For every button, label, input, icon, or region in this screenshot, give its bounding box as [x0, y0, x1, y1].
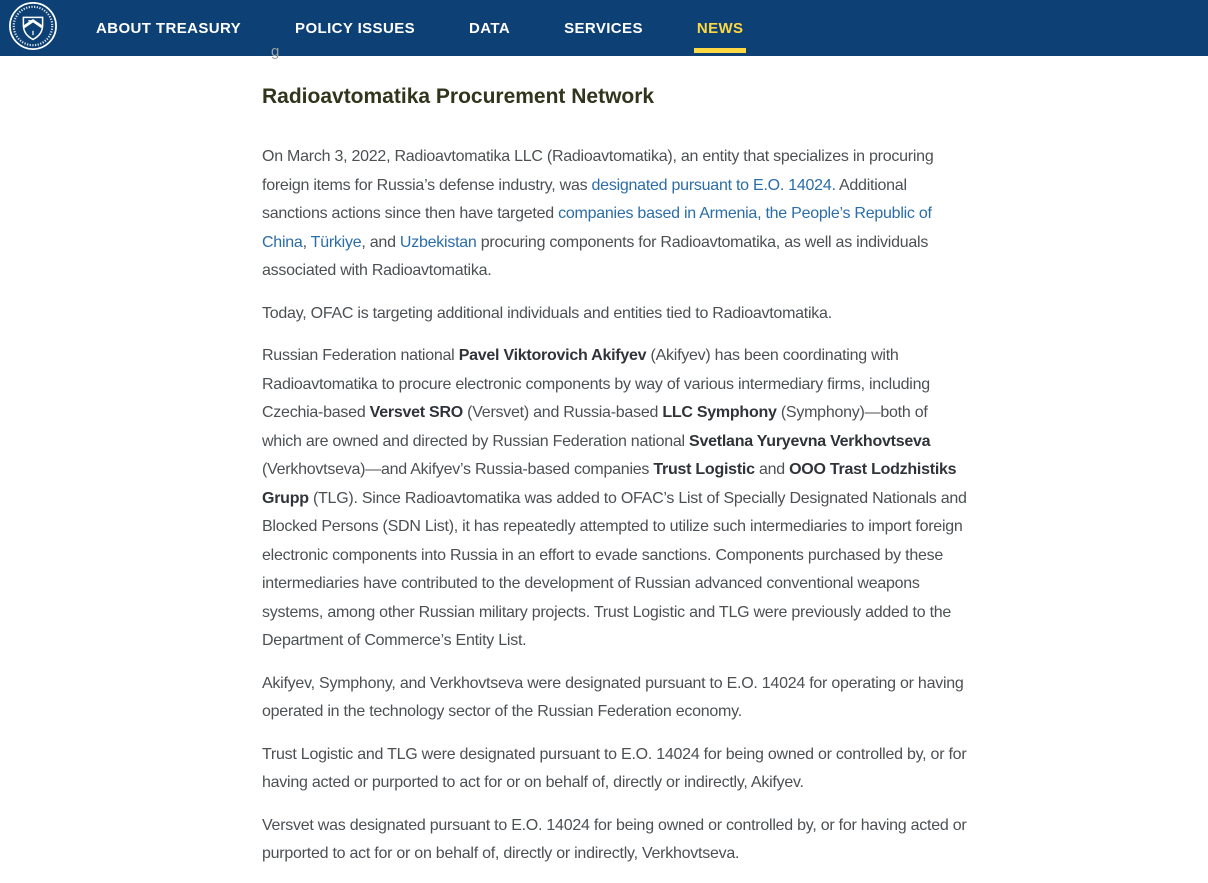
bold-text: OOO Trast Lodzhistiks Grupp	[262, 461, 957, 507]
text-run: ,	[302, 233, 311, 251]
inline-link[interactable]: companies based in Armenia, the People’s Republic of China	[262, 205, 932, 251]
text-run: procuring components for Radioavtomatika, as well as individuals associated with Radioavtomatika.	[262, 233, 929, 279]
text-run: and	[754, 461, 790, 478]
text-run: Versvet was designated pursuant to E.O. 14024 for being owned or controlled by, or for having acted or purported to act for or on behalf of, directly or indirectly, Verkhovtseva.	[262, 816, 967, 862]
nav-item-policy-issues[interactable]: POLICY ISSUES	[295, 19, 416, 37]
nav-item-news[interactable]: NEWS	[697, 0, 744, 56]
bold-text: Versvet SRO	[369, 404, 463, 421]
bold-text: Pavel Viktorovich Akifyev	[458, 347, 647, 364]
text-run: Additional sanctions actions since then have targeted	[262, 176, 907, 222]
text-run: Trust Logistic and TLG were designated pursuant to E.O. 14024 for being owned or controlled by, or for having acted or purported to act for or on behalf of, directly or indirectly, Akifyev.	[262, 745, 967, 791]
page-title: Radioavtomatika Procurement Network	[262, 85, 655, 108]
paragraph-versvet-designation	[262, 812, 967, 869]
top-nav-bar	[0, 0, 1208, 56]
inline-link[interactable]: Uzbekistan	[399, 233, 477, 251]
nav-item-about-treasury[interactable]: ABOUT TREASURY	[96, 19, 242, 37]
bold-text: Trust Logistic	[653, 461, 755, 478]
inline-link[interactable]: designated pursuant to E.O. 14024.	[591, 176, 836, 194]
text-run: (TLG). Since Radioavtomatika was added to OFAC’s List of Specially Designated Nationals and Blocked Persons (SDN List), it has repeatedly attempted to utilize such intermediaries to import foreign electronic components into Russia in an effort to evade sanctions. Components purchased by these intermediaries have contributed to the development of Russian advanced conventional weapons systems, among other Russian military projects. Trust Logistic and TLG were previously added to the Department of Commerce’s Entity List.	[262, 489, 967, 649]
treasury-seal-icon[interactable]	[8, 1, 58, 51]
paragraph-today-action	[262, 300, 967, 329]
press-release-article	[262, 56, 967, 883]
primary-nav	[96, 0, 743, 56]
text-run: (Symphony)—both of which are owned and directed by Russian Federation national	[262, 404, 928, 450]
text-run: Akifyev, Symphony, and Verkhovtseva were designated pursuant to E.O. 14024 for operating or having operated in the technology sector of the Russian Federation economy.	[262, 674, 964, 720]
paragraph-network-details	[262, 342, 967, 656]
text-run: On March 3, 2022, Radioavtomatika LLC (Radioavtomatika), an entity that specializes in procuring foreign items for Russia’s defense industry, was	[262, 148, 934, 194]
paragraph-trust-logistic-designation	[262, 741, 967, 798]
bold-text: Svetlana Yuryevna Verkhovtseva	[689, 432, 931, 450]
clipped-glyph: g	[271, 43, 280, 60]
text-run: (Versvet) and Russia-based	[462, 404, 663, 421]
text-run: Today, OFAC is targeting additional individuals and entities tied to Radioavtomatika.	[262, 304, 832, 322]
text-run: (Akifyev) has been coordinating with Radioavtomatika to procure electronic components by way of various intermediary firms, including Czechia-based	[262, 347, 930, 421]
paragraph-akifyev-designation	[262, 670, 967, 727]
paragraph-overview	[262, 143, 967, 286]
text-run: (Verkhovtseva)—and Akifyev’s Russia-based companies	[262, 461, 654, 478]
bold-text: LLC Symphony	[662, 404, 777, 421]
text-run: Russian Federation national	[262, 347, 459, 364]
nav-item-services[interactable]: SERVICES	[564, 19, 643, 37]
text-run: , and	[361, 233, 400, 251]
inline-link[interactable]: Türkiye	[310, 233, 362, 251]
nav-item-data[interactable]: DATA	[469, 19, 511, 37]
